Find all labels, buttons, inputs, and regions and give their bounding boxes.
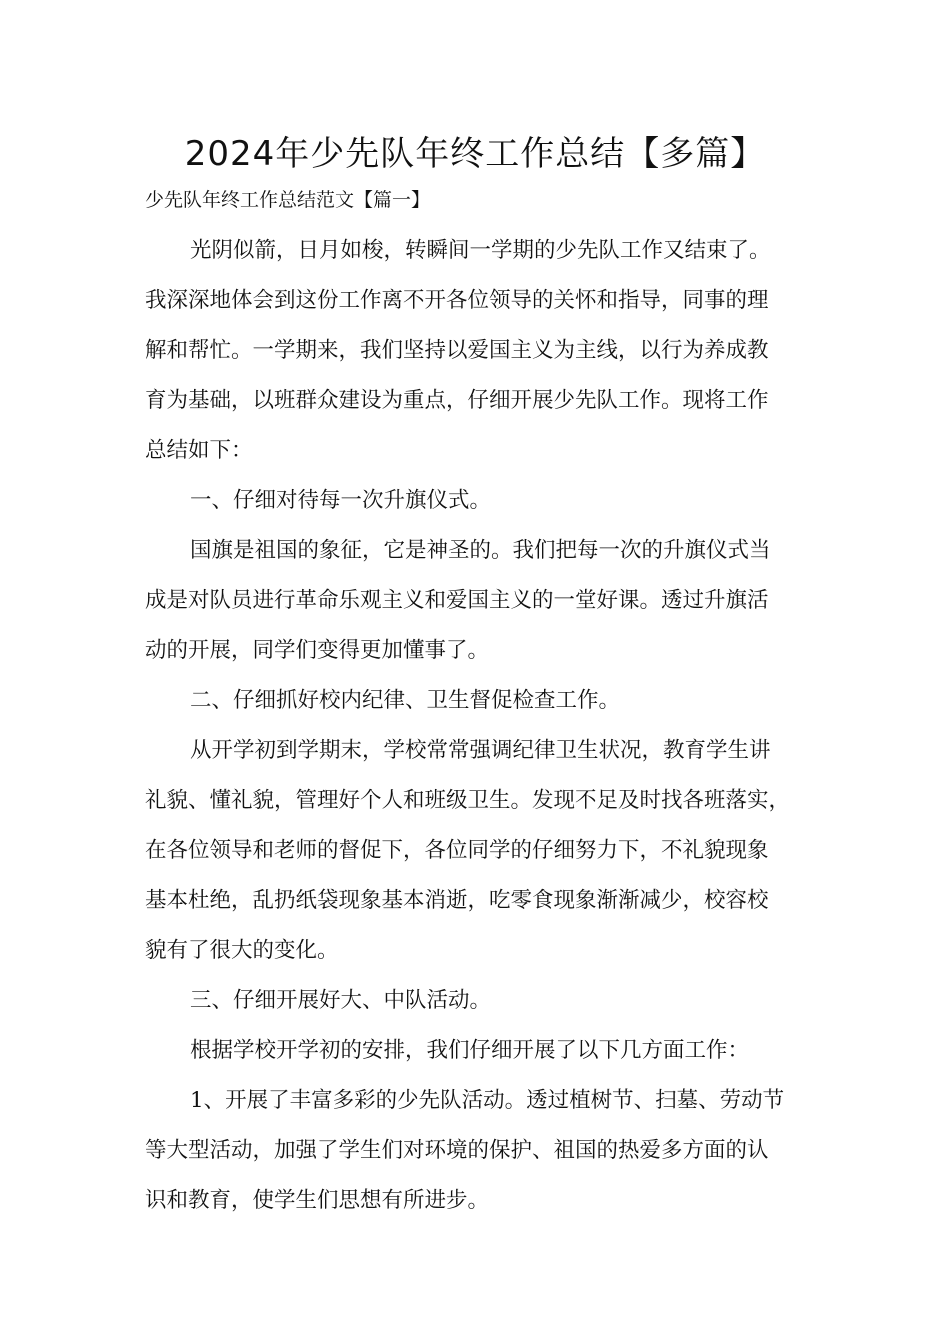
paragraph-line: 解和帮忙。一学期来，我们坚持以爱国主义为主线，以行为养成教 bbox=[145, 338, 769, 363]
paragraph-line: 育为基础，以班群众建设为重点，仔细开展少先队工作。现将工作 bbox=[145, 388, 769, 413]
paragraph-line: 1、开展了丰富多彩的少先队活动。透过植树节、扫墓、劳动节 bbox=[190, 1088, 785, 1113]
paragraph-line: 国旗是祖国的象征，它是神圣的。我们把每一次的升旗仪式当 bbox=[190, 538, 771, 563]
section-heading: 少先队年终工作总结范文【篇一】 bbox=[145, 189, 431, 211]
paragraph-line: 貌有了很大的变化。 bbox=[145, 938, 339, 963]
paragraph-line: 在各位领导和老师的督促下，各位同学的仔细努力下，不礼貌现象 bbox=[145, 838, 769, 863]
section-heading-line: 二、仔细抓好校内纪律、卫生督促检查工作。 bbox=[190, 688, 621, 713]
section-heading-line: 一、仔细对待每一次升旗仪式。 bbox=[190, 488, 492, 513]
paragraph-line: 礼貌、懂礼貌，管理好个人和班级卫生。发现不足及时找各班落实， bbox=[145, 788, 791, 813]
document-title: 2024年少先队年终工作总结【多篇】 bbox=[184, 134, 766, 174]
paragraph-line: 根据学校开学初的安排，我们仔细开展了以下几方面工作： bbox=[190, 1038, 750, 1063]
paragraph-line: 动的开展，同学们变得更加懂事了。 bbox=[145, 638, 490, 663]
paragraph-line: 从开学初到学期末，学校常常强调纪律卫生状况，教育学生讲 bbox=[190, 738, 771, 763]
paragraph-line: 成是对队员进行革命乐观主义和爱国主义的一堂好课。透过升旗活 bbox=[145, 588, 769, 613]
paragraph-line: 识和教育，使学生们思想有所进步。 bbox=[145, 1188, 490, 1213]
paragraph-line: 等大型活动，加强了学生们对环境的保护、祖国的热爱多方面的认 bbox=[145, 1138, 769, 1163]
paragraph-line: 基本杜绝，乱扔纸袋现象基本消逝，吃零食现象渐渐减少，校容校 bbox=[145, 888, 769, 913]
paragraph-line: 光阴似箭，日月如梭，转瞬间一学期的少先队工作又结束了。 bbox=[190, 238, 771, 263]
section-heading-line: 三、仔细开展好大、中队活动。 bbox=[190, 988, 492, 1013]
paragraph-line: 总结如下： bbox=[145, 438, 253, 463]
paragraph-line: 我深深地体会到这份工作离不开各位领导的关怀和指导，同事的理 bbox=[145, 288, 769, 313]
